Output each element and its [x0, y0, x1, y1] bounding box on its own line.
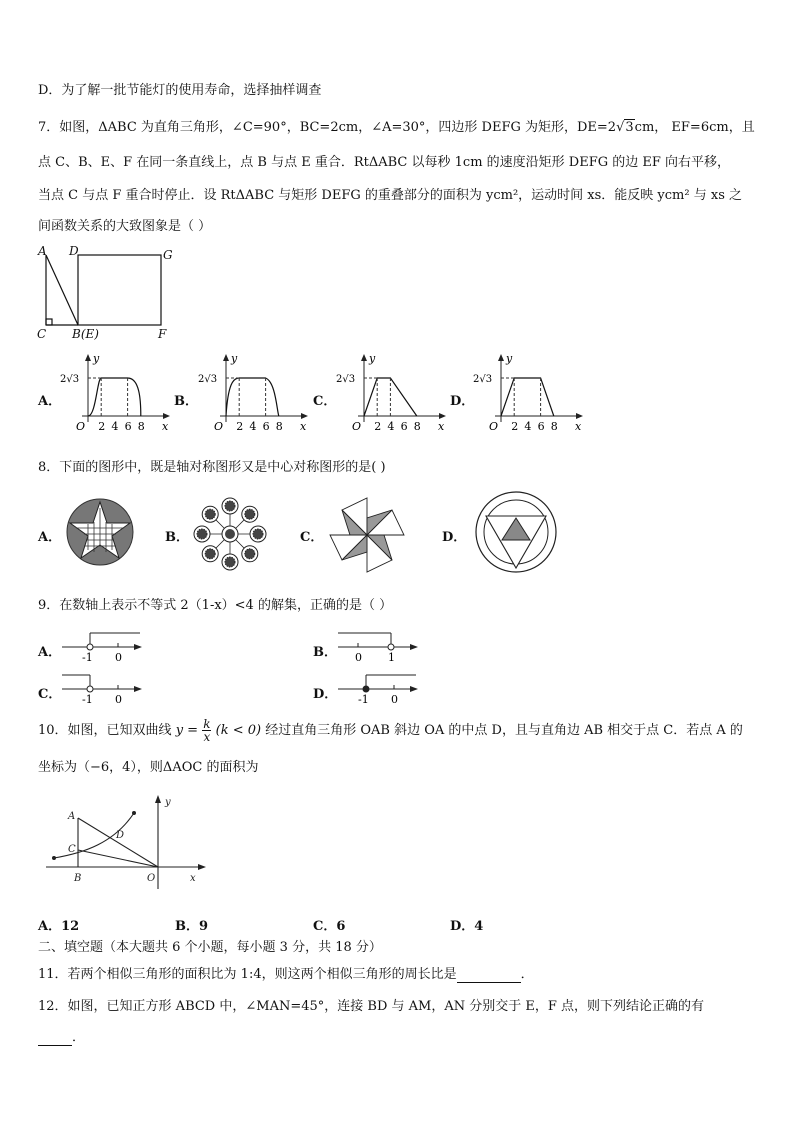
- q8-stem: 8．下面的图形中，既是轴对称图形又是中心对称图形的是( ): [38, 460, 386, 475]
- q9-d-tick-1: -1: [358, 693, 369, 706]
- q9-numberline-c: [60, 672, 145, 707]
- function-curve: [226, 378, 279, 416]
- q7-option-c-label: C．: [313, 394, 337, 409]
- x-tick-label: 2: [511, 420, 519, 433]
- q7-option-a-label: A．: [38, 394, 62, 409]
- q7-figure: [36, 245, 176, 340]
- q11-answer-blank[interactable]: [457, 970, 521, 983]
- x-axis-arrow: [301, 413, 308, 419]
- q10-option-a: A．12: [38, 919, 80, 934]
- q9-numberline-d: [336, 672, 421, 707]
- y-value-label: 2√3: [473, 374, 493, 385]
- q12-stem: 12．如图，已知正方形 ABCD 中，∠MAN=45°，连接 BD 与 AM，AN 分别交于 E，F 点，则下列结论正确的有: [38, 999, 705, 1014]
- q7-graph-d: [471, 350, 586, 440]
- petal-center: [245, 549, 255, 559]
- q9-a-tick-2: 0: [115, 651, 122, 664]
- q8-option-c-label: C．: [300, 530, 324, 545]
- x-tick-label: 6: [124, 420, 132, 433]
- x-tick-label: 8: [137, 420, 145, 433]
- q6-option-d: D．为了解一批节能灯的使用寿命，选择抽样调查: [38, 83, 322, 98]
- q10-condition: (k < 0): [215, 723, 262, 738]
- petal-center: [253, 529, 263, 539]
- petal-center: [205, 509, 215, 519]
- q10-label-b: B: [74, 873, 82, 884]
- y-axis-label: y: [369, 352, 376, 365]
- q7-label-be: B(E): [72, 327, 99, 341]
- x-axis-label: x: [575, 420, 582, 433]
- function-curve: [88, 378, 141, 416]
- x-tick-label: 6: [262, 420, 270, 433]
- section-2-heading: 二、填空题（本大题共 6 个小题，每小题 3 分，共 18 分）: [38, 940, 382, 955]
- q10-option-d: D．4: [450, 919, 484, 934]
- x-axis-arrow: [163, 413, 170, 419]
- y-axis-arrow: [85, 354, 91, 361]
- q7-stem-line3: 当点 C 与点 F 重合时停止．设 RtΔABC 与矩形 DEFG 的重叠部分的面积为 ycm²，运动时间 xs．能反映 ycm² 与 xs 之: [38, 188, 742, 203]
- q10-option-b: B．9: [175, 919, 209, 934]
- q12-end: ．: [72, 1030, 86, 1045]
- x-axis-label: x: [438, 420, 445, 433]
- x-tick-label: 6: [400, 420, 408, 433]
- q10-figure: [44, 793, 214, 893]
- petal-center: [225, 501, 235, 511]
- q11-stem: 11．若两个相似三角形的面积比为 1:4，则这两个相似三角形的周长比是: [38, 967, 457, 982]
- origin-label: O: [214, 420, 224, 433]
- q9-option-c-label: C．: [38, 687, 62, 702]
- q7-label-a: A: [38, 244, 47, 258]
- x-axis-arrow: [439, 413, 446, 419]
- q8-figure-b-flower: [190, 494, 270, 574]
- sqrt-sign: √: [616, 120, 625, 135]
- q10-frac-num: k: [203, 717, 211, 731]
- q9-c-tick-2: 0: [115, 693, 122, 706]
- petal-center: [225, 557, 235, 567]
- y-axis-arrow: [223, 354, 229, 361]
- q7-option-b-label: B．: [174, 394, 198, 409]
- q9-b-tick-2: 1: [388, 651, 395, 664]
- petal-center: [205, 549, 215, 559]
- q9-d-tick-2: 0: [391, 693, 398, 706]
- x-axis-label: x: [300, 420, 307, 433]
- q10-fraction: [202, 718, 211, 743]
- q10-label-y: y: [165, 797, 171, 808]
- q7-stem-line1-b: cm， EF=6cm，且: [634, 120, 755, 135]
- center-dot: [225, 529, 235, 539]
- x-tick-label: 2: [98, 420, 106, 433]
- x-axis-label: x: [162, 420, 169, 433]
- q10-label-x: x: [190, 873, 196, 884]
- origin-label: O: [352, 420, 362, 433]
- q7-label-c: C: [37, 327, 47, 341]
- q10-stem-b: 经过直角三角形 OAB 斜边 OA 的中点 D，且与直角边 AB 相交于点 C．若点 A 的: [265, 723, 743, 738]
- q10-option-c: C．6: [313, 919, 346, 934]
- q9-option-a-label: A．: [38, 645, 62, 660]
- y-value-label: 2√3: [60, 374, 80, 385]
- q10-frac-den: x: [203, 730, 211, 744]
- q7-graph-c: [334, 350, 449, 440]
- q8-figure-c-pinwheel: [322, 490, 412, 580]
- q7-stem-line1-a: 7．如图，ΔABC 为直角三角形，∠C=90°，BC=2cm，∠A=30°，四边形 DEFG 为矩形，DE=2: [38, 120, 617, 135]
- q12-answer-line: [38, 1030, 85, 1046]
- q7-option-d-label: D．: [450, 394, 475, 409]
- q9-a-tick-1: -1: [82, 651, 93, 664]
- q8-figure-d-triangle-circle: [472, 488, 562, 578]
- x-tick-label: 6: [537, 420, 545, 433]
- q7-stem-line2: 点 C、B、E、F 在同一条直线上，点 B 与点 E 重合．RtΔABC 以每秒 1cm 的速度沿矩形 DEFG 的边 EF 向右平移，: [38, 155, 731, 170]
- origin-label: O: [489, 420, 499, 433]
- y-axis-label: y: [231, 352, 238, 365]
- y-axis-arrow: [361, 354, 367, 361]
- x-tick-label: 4: [524, 420, 532, 433]
- x-tick-label: 2: [374, 420, 382, 433]
- q7-radicand: 3: [625, 120, 634, 135]
- x-tick-label: 4: [387, 420, 395, 433]
- q9-numberline-b: [336, 630, 421, 665]
- q7-label-d: D: [69, 244, 79, 258]
- q8-option-a-label: A．: [38, 530, 62, 545]
- q11-stem-line: [38, 967, 534, 983]
- q10-label-o: O: [147, 873, 156, 884]
- q10-label-a: A: [68, 811, 76, 822]
- q8-option-b-label: B．: [165, 530, 189, 545]
- y-value-label: 2√3: [198, 374, 218, 385]
- q10-stem-line1: [38, 718, 743, 744]
- x-tick-label: 8: [550, 420, 558, 433]
- y-value-label: 2√3: [336, 374, 356, 385]
- q9-c-tick-1: -1: [82, 693, 93, 706]
- y-axis-arrow: [498, 354, 504, 361]
- q7-stem-line1: [38, 120, 755, 136]
- x-tick-label: 8: [413, 420, 421, 433]
- q7-graph-a: [58, 350, 173, 440]
- q9-numberline-a: [60, 630, 145, 665]
- petal-center: [245, 509, 255, 519]
- origin-label: O: [76, 420, 86, 433]
- x-tick-label: 4: [249, 420, 257, 433]
- q7-graph-b: [196, 350, 311, 440]
- x-tick-label: 2: [236, 420, 244, 433]
- function-curve: [501, 378, 554, 416]
- q7-label-f: F: [158, 327, 167, 341]
- q9-stem: 9．在数轴上表示不等式 2（1-x）<4 的解集，正确的是（ ）: [38, 598, 393, 613]
- q9-option-d-label: D．: [313, 687, 338, 702]
- q10-stem-a: 10．如图，已知双曲线: [38, 723, 172, 738]
- q7-label-g: G: [163, 248, 173, 262]
- x-axis-arrow: [576, 413, 583, 419]
- x-tick-label: 4: [111, 420, 119, 433]
- q9-b-tick-1: 0: [355, 651, 362, 664]
- q10-eq-y: y =: [175, 723, 199, 738]
- petal-center: [197, 529, 207, 539]
- x-tick-label: 8: [275, 420, 283, 433]
- y-axis-label: y: [93, 352, 100, 365]
- q11-end: ．: [520, 967, 534, 982]
- q10-label-d: D: [116, 830, 125, 841]
- y-axis-label: y: [506, 352, 513, 365]
- q8-option-d-label: D．: [442, 530, 467, 545]
- q10-label-c: C: [68, 844, 76, 855]
- q8-figure-a-star-circle: [62, 494, 142, 574]
- q9-option-b-label: B．: [313, 645, 337, 660]
- q7-stem-line4: 间函数关系的大致图象是（ ）: [38, 219, 212, 234]
- q10-stem-line2: 坐标为（−6，4），则ΔAOC 的面积为: [38, 760, 259, 775]
- q12-answer-blank[interactable]: [38, 1033, 72, 1046]
